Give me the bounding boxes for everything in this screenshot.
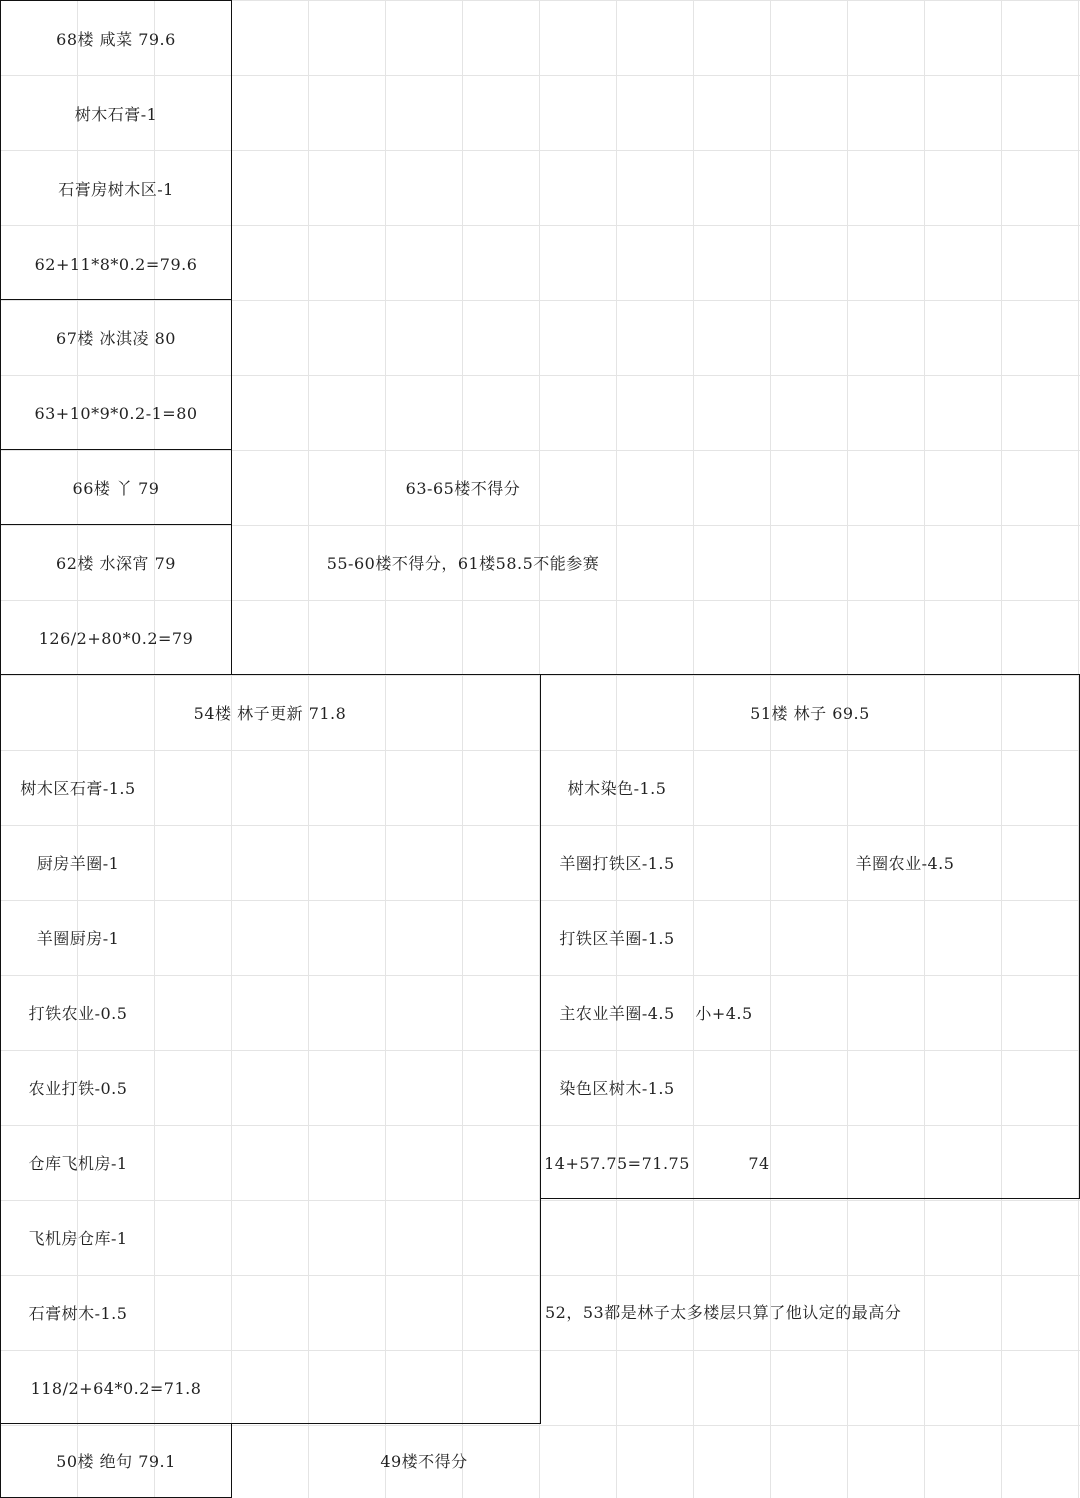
block-54-line-3[interactable]: 羊圈厨房-1 (36, 929, 120, 948)
block-68-title[interactable]: 68楼 咸菜 79.6 (56, 30, 176, 49)
block-54-line-7[interactable]: 飞机房仓库-1 (28, 1229, 128, 1248)
block-51-line-2[interactable]: 羊圈打铁区-1.5 (559, 854, 675, 873)
block-51-extra-2[interactable]: 小+4.5 (695, 1004, 753, 1023)
block-54-line-6[interactable]: 仓库飞机房-1 (28, 1154, 128, 1173)
block-54-line-5[interactable]: 农业打铁-0.5 (28, 1079, 128, 1098)
block-62-line-1[interactable]: 126/2+80*0.2=79 (38, 629, 194, 648)
note-55-61[interactable]: 55-60楼不得分，61楼58.5不能参赛 (326, 554, 600, 573)
block-54-line-9[interactable]: 118/2+64*0.2=71.8 (30, 1379, 202, 1398)
block-50-title[interactable]: 50楼 绝句 79.1 (56, 1452, 176, 1471)
note-63-65[interactable]: 63-65楼不得分 (405, 479, 521, 498)
block-51-line-1[interactable]: 树木染色-1.5 (567, 779, 667, 798)
block-51-title[interactable]: 51楼 林子 69.5 (750, 704, 870, 723)
block-62-title[interactable]: 62楼 水深宵 79 (56, 554, 176, 573)
block-51-extra-3[interactable]: 74 (748, 1154, 770, 1173)
block-68-line-2[interactable]: 石膏房树木区-1 (58, 180, 174, 199)
block-51-line-6[interactable]: 14+57.75=71.75 (544, 1154, 690, 1173)
block-67-line-1[interactable]: 63+10*9*0.2-1=80 (34, 404, 198, 423)
block-51-line-5[interactable]: 染色区树木-1.5 (559, 1079, 675, 1098)
block-51-extra-1[interactable]: 羊圈农业-4.5 (855, 854, 955, 873)
block-54-line-2[interactable]: 厨房羊圈-1 (36, 854, 120, 873)
block-51-line-4[interactable]: 主农业羊圈-4.5 (559, 1004, 675, 1023)
block-54-title[interactable]: 54楼 林子更新 71.8 (193, 704, 347, 723)
block-67-border (0, 299, 232, 450)
block-54-line-8[interactable]: 石膏树木-1.5 (28, 1304, 128, 1323)
block-67-title[interactable]: 67楼 冰淇凌 80 (56, 329, 176, 348)
block-62-border (0, 524, 232, 675)
note-49[interactable]: 49楼不得分 (380, 1452, 468, 1471)
block-51-line-3[interactable]: 打铁区羊圈-1.5 (559, 929, 675, 948)
block-66-title[interactable]: 66楼 丫 79 (72, 479, 160, 498)
block-68-line-3[interactable]: 62+11*8*0.2=79.6 (34, 255, 198, 274)
note-52-53[interactable]: 52，53都是林子太多楼层只算了他认定的最高分 (545, 1303, 902, 1322)
block-68-line-1[interactable]: 树木石膏-1 (74, 105, 158, 124)
block-54-line-4[interactable]: 打铁农业-0.5 (28, 1004, 128, 1023)
block-54-line-1[interactable]: 树木区石膏-1.5 (20, 779, 136, 798)
